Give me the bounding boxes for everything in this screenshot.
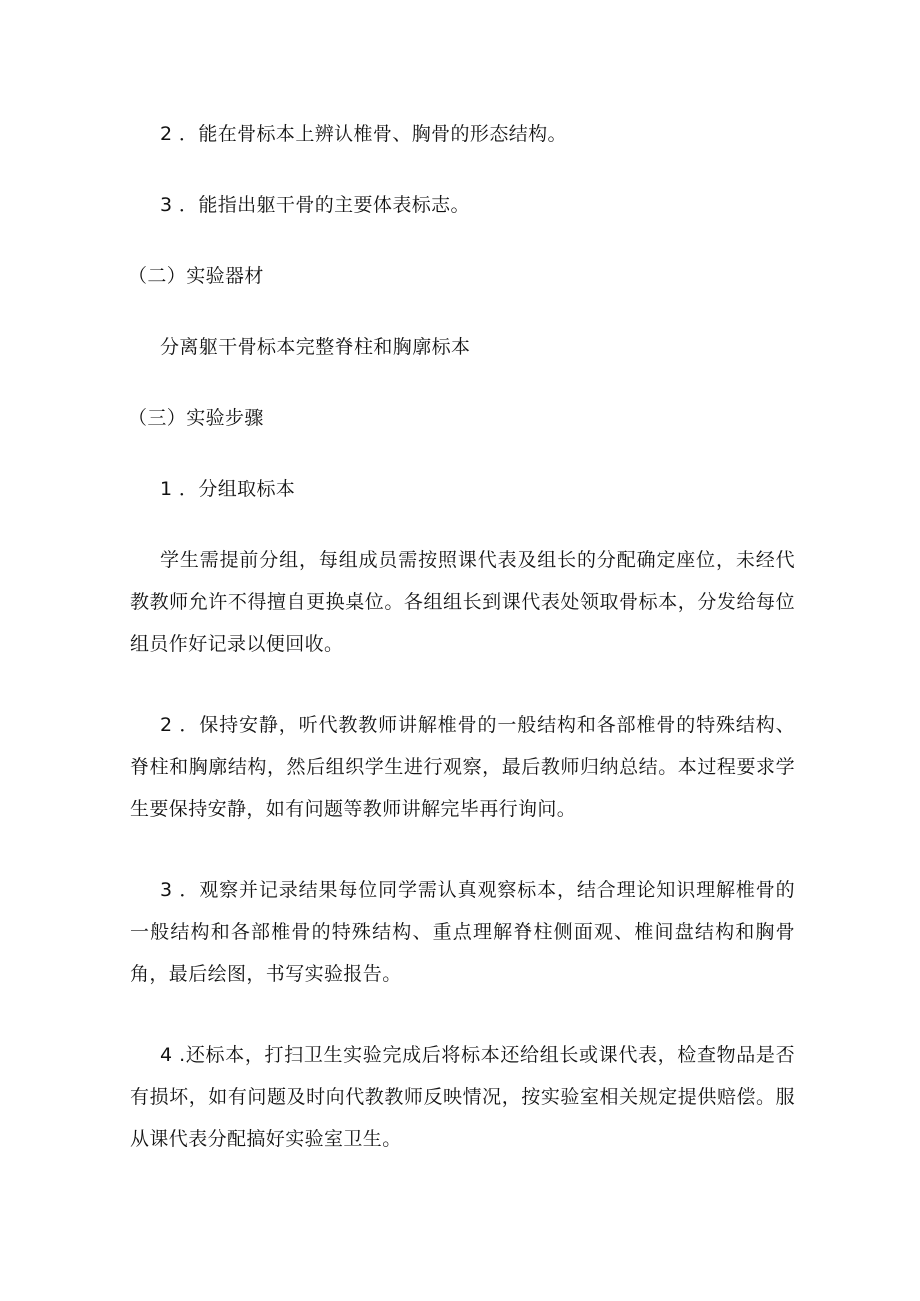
objective-item-2: 2 ．能在骨标本上辨认椎骨、胸骨的形态结构。 xyxy=(160,123,567,145)
equipment-text: 分离躯干骨标本完整脊柱和胸廓标本 xyxy=(160,336,471,358)
step-1-body: 学生需提前分组，每组成员需按照课代表及组长的分配确定座位，未经代教教师允许不得擅自更换桌位。各组组长到课代表处领取骨标本，分发给每位组员作好记录以便回收。 xyxy=(130,549,795,655)
step-4-body: 4 .还标本，打扫卫生实验完成后将标本还给组长或课代表，检查物品是否有损坏，如有问题及时向代教教师反映情况，按实验室相关规定提供赔偿。服从课代表分配搞好实验室卫生。 xyxy=(130,1044,795,1150)
step-1-title: 1 ．分组取标本 xyxy=(160,478,296,500)
section-heading-steps: （三）实验步骤 xyxy=(128,407,264,429)
step-3-body: 3 ．观察并记录结果每位同学需认真观察标本，结合理论知识理解椎骨的一般结构和各部椎骨的特殊结构、重点理解脊柱侧面观、椎间盘结构和胸骨角，最后绘图，书写实验报告。 xyxy=(130,879,795,985)
objective-item-3: 3 ．能指出躯干骨的主要体表标志。 xyxy=(160,194,470,216)
step-2-body: 2 ．保持安静，听代教教师讲解椎骨的一般结构和各部椎骨的特殊结构、脊柱和胸廓结构，然后组织学生进行观察，最后教师归纳总结。本过程要求学生要保持安静，如有问题等教师讲解完毕再行询问。 xyxy=(130,714,795,820)
section-heading-equipment: （二）实验器材 xyxy=(128,265,264,287)
